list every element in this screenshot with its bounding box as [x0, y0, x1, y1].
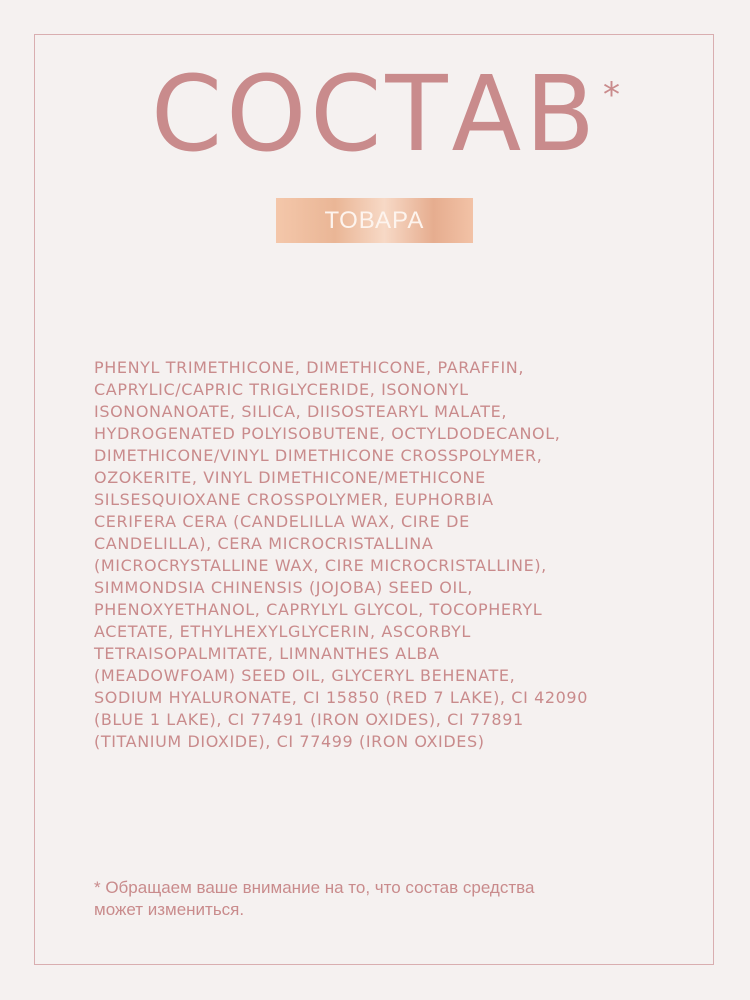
- ingredients-line: OZOKERITE, VINYL DIMETHICONE/METHICONE: [94, 468, 486, 487]
- disclaimer-line: * Обращаем ваше внимание на то, что состав средства: [94, 878, 535, 897]
- ingredients-line: CAPRYLIC/CAPRIC TRIGLYCERIDE, ISONONYL: [94, 380, 469, 399]
- ingredients-line: TETRAISOPALMITATE, LIMNANTHES ALBA: [94, 644, 440, 663]
- ingredients-line: HYDROGENATED POLYISOBUTENE, OCTYLDODECANOL,: [94, 424, 561, 443]
- ingredients-line: PHENOXYETHANOL, CAPRYLYL GLYCOL, TOCOPHERYL: [94, 600, 543, 619]
- title-asterisk: *: [603, 75, 620, 115]
- ingredients-line: SILSESQUIOXANE CROSSPOLYMER, EUPHORBIA: [94, 490, 494, 509]
- ingredients-line: (MICROCRYSTALLINE WAX, CIRE MICROCRISTALLINE),: [94, 556, 547, 575]
- ingredients-list: [94, 357, 674, 753]
- ingredients-line: ACETATE, ETHYLHEXYLGLYCERIN, ASCORBYL: [94, 622, 471, 641]
- disclaimer-line: может измениться.: [94, 900, 245, 919]
- page-title: СОСТАВ: [151, 53, 599, 175]
- ingredients-line: (MEADOWFOAM) SEED OIL, GLYCERYL BEHENATE,: [94, 666, 516, 685]
- ingredients-line: SIMMONDSIA CHINENSIS (JOJOBA) SEED OIL,: [94, 578, 473, 597]
- subtitle-badge: [276, 198, 473, 243]
- ingredients-line: DIMETHICONE/VINYL DIMETHICONE CROSSPOLYMER,: [94, 446, 543, 465]
- ingredients-line: SODIUM HYALURONATE, CI 15850 (RED 7 LAKE), CI 42090: [94, 688, 588, 707]
- subtitle-badge-label: ТОВАРА: [324, 206, 425, 234]
- ingredients-line: ISONONANOATE, SILICA, DIISOSTEARYL MALATE,: [94, 402, 508, 421]
- ingredients-line: PHENYL TRIMETHICONE, DIMETHICONE, PARAFFIN,: [94, 358, 525, 377]
- ingredients-line: CANDELILLA), CERA MICROCRISTALLINA: [94, 534, 434, 553]
- ingredients-line: CERIFERA CERA (CANDELILLA WAX, CIRE DE: [94, 512, 470, 531]
- composition-disclaimer: [94, 877, 674, 921]
- ingredients-line: (BLUE 1 LAKE), CI 77491 (IRON OXIDES), CI 77891: [94, 710, 524, 729]
- ingredients-line: (TITANIUM DIOXIDE), CI 77499 (IRON OXIDES): [94, 732, 485, 751]
